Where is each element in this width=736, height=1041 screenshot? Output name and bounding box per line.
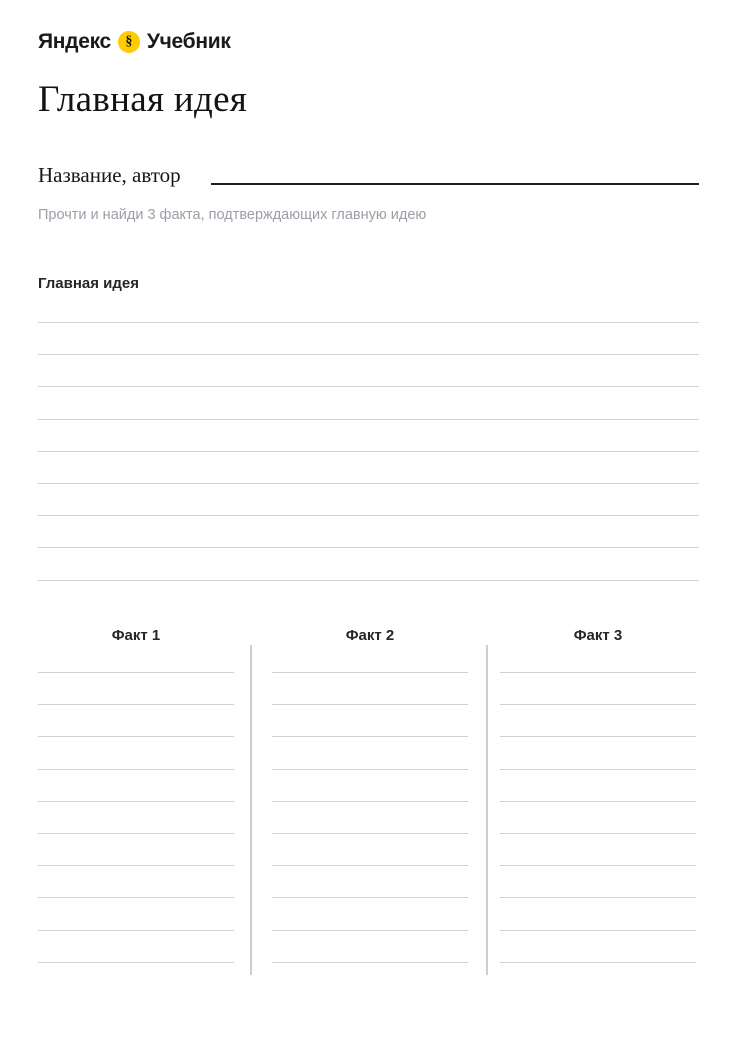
writing-line — [38, 580, 699, 612]
byline-row — [38, 163, 699, 189]
column-divider-2 — [486, 645, 488, 975]
writing-line — [272, 736, 468, 768]
writing-line — [500, 865, 696, 897]
yandex-uchebnik-logo — [38, 30, 231, 53]
fact-1-label: Факт 1 — [111, 627, 161, 644]
writing-line — [38, 833, 234, 865]
writing-line — [38, 386, 699, 418]
writing-line — [38, 483, 699, 515]
writing-line — [272, 897, 468, 929]
writing-line — [500, 897, 696, 929]
writing-line — [272, 672, 468, 704]
writing-line — [38, 322, 699, 354]
writing-line — [272, 704, 468, 736]
fact-3-writing-area — [500, 672, 696, 994]
fact-3-label: Факт 3 — [573, 627, 623, 644]
writing-line — [38, 704, 234, 736]
column-divider-1 — [250, 645, 252, 975]
writing-line — [272, 930, 468, 962]
fact-2-label: Факт 2 — [345, 627, 395, 644]
writing-line — [272, 962, 468, 994]
byline-fill-in-line — [211, 163, 699, 185]
writing-line — [500, 801, 696, 833]
main-idea-label: Главная идея — [38, 275, 140, 292]
section-sign-icon — [118, 31, 140, 53]
writing-line — [38, 897, 234, 929]
writing-line — [272, 865, 468, 897]
writing-line — [38, 515, 699, 547]
writing-line — [38, 801, 234, 833]
writing-line — [38, 865, 234, 897]
writing-line — [500, 833, 696, 865]
fact-2-column — [272, 628, 468, 994]
writing-line — [500, 930, 696, 962]
fact-1-column — [38, 628, 234, 994]
main-idea-writing-area — [38, 322, 699, 612]
logo-brand-text: Яндекс — [38, 30, 111, 53]
writing-line — [38, 736, 234, 768]
writing-line — [38, 419, 699, 451]
section-sign-glyph: § — [125, 33, 133, 49]
writing-line — [500, 769, 696, 801]
writing-line — [38, 769, 234, 801]
fact-3-column — [500, 628, 696, 994]
logo-product-text: Учебник — [146, 30, 231, 53]
writing-line — [272, 833, 468, 865]
writing-line — [38, 451, 699, 483]
writing-line — [38, 672, 234, 704]
page-title: Главная идея — [38, 79, 248, 120]
byline-label: Название, автор — [38, 163, 181, 187]
writing-line — [500, 962, 696, 994]
writing-line — [500, 704, 696, 736]
writing-line — [272, 801, 468, 833]
writing-line — [272, 769, 468, 801]
writing-line — [500, 736, 696, 768]
writing-line — [38, 962, 234, 994]
instruction-text: Прочти и найди 3 факта, подтверждающих главную идею — [38, 207, 427, 223]
writing-line — [38, 547, 699, 579]
writing-line — [38, 930, 234, 962]
fact-1-writing-area — [38, 672, 234, 994]
fact-2-writing-area — [272, 672, 468, 994]
writing-line — [500, 672, 696, 704]
writing-line — [38, 354, 699, 386]
